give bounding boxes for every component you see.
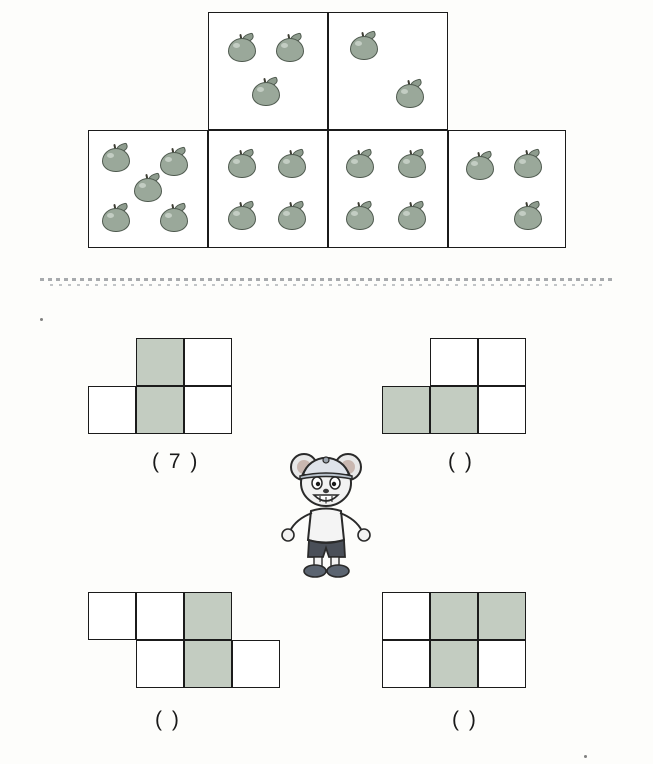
grid-cell-r0c1-shaded[interactable] (136, 338, 184, 386)
grid-cell-r0c2[interactable] (478, 338, 526, 386)
apple-icon (227, 201, 255, 229)
apple-icon (513, 149, 541, 177)
grid-cell-r0c1[interactable] (430, 338, 478, 386)
apple-icon (277, 149, 305, 177)
apple-icon (275, 33, 303, 61)
grid-cell-r1c2-shaded[interactable] (184, 640, 232, 688)
cartoon-mouse-icon (278, 445, 374, 580)
apple-icon (251, 77, 279, 105)
grid-cell-r1c0[interactable] (382, 640, 430, 688)
apple-cell-bottom-2 (208, 130, 328, 248)
apple-icon (397, 149, 425, 177)
question-2-answer[interactable]: ( ) (448, 450, 474, 473)
apple-icon (159, 147, 187, 175)
apple-icon (513, 201, 541, 229)
apple-icon (397, 201, 425, 229)
grid-cell-r1c3[interactable] (232, 640, 280, 688)
apple-cell-bottom-1 (88, 130, 208, 248)
apple-cell-top-right (328, 12, 448, 130)
apple-icon (345, 149, 373, 177)
grid-cell-r0c2-shaded[interactable] (184, 592, 232, 640)
apple-icon (227, 149, 255, 177)
grid-cell-r1c0-shaded[interactable] (382, 386, 430, 434)
grid-cell-r0c1-shaded[interactable] (430, 592, 478, 640)
apple-cell-bottom-4 (448, 130, 566, 248)
apple-icon (101, 203, 129, 231)
question-3-grid (88, 592, 288, 712)
stray-mark (584, 755, 587, 758)
question-1-answer[interactable]: ( 7 ) (152, 450, 200, 473)
grid-cell-r1c1-shaded[interactable] (136, 386, 184, 434)
apple-icon (101, 143, 129, 171)
grid-cell-r1c2[interactable] (478, 386, 526, 434)
apple-icon (345, 201, 373, 229)
divider-dots-upper (40, 278, 615, 281)
grid-cell-r1c1-shaded[interactable] (430, 640, 478, 688)
grid-cell-r0c2[interactable] (184, 338, 232, 386)
question-4-grid (382, 592, 582, 712)
question-3-answer[interactable]: ( ) (155, 708, 181, 731)
question-2-grid (382, 338, 582, 458)
divider-dots-lower (50, 284, 602, 286)
grid-cell-r0c0[interactable] (382, 592, 430, 640)
grid-cell-r1c2[interactable] (478, 640, 526, 688)
grid-cell-r1c1-shaded[interactable] (430, 386, 478, 434)
dotted-divider (40, 272, 615, 294)
grid-cell-r1c2[interactable] (184, 386, 232, 434)
apple-icon (133, 173, 161, 201)
grid-cell-r1c0[interactable] (88, 386, 136, 434)
grid-cell-r1c1[interactable] (136, 640, 184, 688)
grid-cell-r0c1[interactable] (136, 592, 184, 640)
stray-mark (40, 318, 43, 321)
apple-icon (159, 203, 187, 231)
apple-icon (227, 33, 255, 61)
apple-cell-top-left (208, 12, 328, 130)
question-4-answer[interactable]: ( ) (452, 708, 478, 731)
grid-cell-r0c2-shaded[interactable] (478, 592, 526, 640)
apple-icon (349, 31, 377, 59)
apple-cell-bottom-3 (328, 130, 448, 248)
apple-icon (465, 151, 493, 179)
apple-grid (88, 12, 566, 250)
apple-icon (395, 79, 423, 107)
question-1-grid (88, 338, 288, 458)
apple-icon (277, 201, 305, 229)
grid-cell-r0c0[interactable] (88, 592, 136, 640)
